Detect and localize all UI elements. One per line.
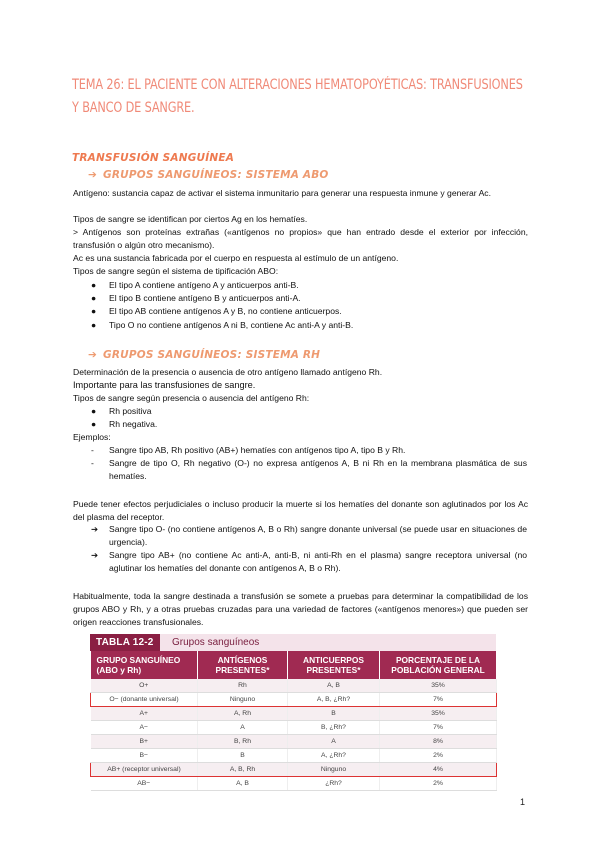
table-row (91, 749, 497, 763)
table-cell: B, ¿Rh? (288, 721, 380, 735)
list-item: ● Rh positiva (91, 406, 152, 416)
column-header: PORCENTAJE DE LA POBLACIÓN GENERAL (380, 651, 497, 679)
table-cell: A, B, Rh (198, 763, 288, 777)
table-cell: B− (91, 749, 198, 763)
table-cell: A (288, 735, 380, 749)
dash-icon: - (91, 458, 94, 468)
abo-paragraph-system: Tipos de sangre según el sistema de tipificación ABO: (73, 266, 279, 276)
bullet-icon: ● (91, 306, 97, 316)
list-item: ● Rh negativa. (91, 419, 158, 429)
rh-paragraph-tests: Habitualmente, toda la sangre destinada a transfusión se somete a pruebas para determinar la compatibilidad de los grupos ABO y Rh, y a otras pruebas cruzadas para una variedad de factores («antígenos menores») que pueden ser origen reacciones transfusionales. (73, 591, 528, 627)
table-cell: B (288, 707, 380, 721)
table-grid (90, 651, 497, 791)
table-cell: 35% (380, 679, 497, 693)
table-cell: Ninguno (198, 693, 288, 707)
table-row (91, 777, 497, 791)
abo-paragraph-types: Tipos de sangre se identifican por ciertos Ag en los hematíes. (73, 214, 308, 224)
table-cell: B (198, 749, 288, 763)
arrow-right-icon: ➔ (91, 550, 99, 560)
bullet-icon: ● (91, 419, 97, 429)
rh-paragraph-types: Tipos de sangre según presencia o ausencia del antígeno Rh: (73, 393, 310, 403)
subheading-abo-text: GRUPOS SANGUÍNEOS: SISTEMA ABO (103, 169, 329, 181)
subheading-rh-text: GRUPOS SANGUÍNEOS: SISTEMA RH (103, 349, 321, 361)
table-cell: 7% (380, 721, 497, 735)
table-cell: A, ¿Rh? (288, 749, 380, 763)
table-cell: A, B (288, 679, 380, 693)
list-item: ● El tipo A contiene antígeno A y anticuerpos anti-B. (91, 280, 299, 290)
bullet-icon: ● (91, 293, 97, 303)
list-item: ● El tipo AB contiene antígenos A y B, no contiene anticuerpos. (91, 306, 342, 316)
table-cell: 2% (380, 777, 497, 791)
table-row (91, 735, 497, 749)
blood-groups-table (90, 634, 496, 791)
subheading-abo (88, 169, 329, 181)
bullet-icon: ● (91, 406, 97, 416)
table-cell: 4% (380, 763, 497, 777)
table-header-row (91, 651, 497, 679)
table-cell: A, Rh (198, 707, 288, 721)
table-header-bar (90, 634, 496, 651)
table-cell: A, B, ¿Rh? (288, 693, 380, 707)
table-cell: Rh (198, 679, 288, 693)
table-badge: TABLA 12-2 (90, 634, 160, 651)
list-item: ● Tipo O no contiene antígenos A ni B, contiene Ac anti-A y anti-B. (91, 320, 354, 330)
column-header: GRUPO SANGUÍNEO (ABO y Rh) (91, 651, 198, 679)
column-header: ANTÍGENOS PRESENTES* (198, 651, 288, 679)
table-cell: A, B (198, 777, 288, 791)
rh-paragraph-effects: Puede tener efectos perjudiciales o incluso producir la muerte si los hematíes del donante son aglutinados por los Ac del plasma del receptor. (73, 499, 528, 522)
list-item: ➔ Sangre tipo AB+ (no contiene Ac anti-A, anti-B, ni anti-Rh en el plasma) sangre receptora universal (no aglutinar los hematíes del donante con antígenos A, B o Rh). (91, 550, 527, 573)
arrow-right-icon: ➔ (88, 349, 97, 361)
table-cell: O+ (91, 679, 198, 693)
table-cell: AB− (91, 777, 198, 791)
arrow-right-icon: ➔ (88, 169, 97, 181)
table-row-highlighted (91, 693, 497, 707)
rh-paragraph-determination: Determinación de la presencia o ausencia de otro antígeno llamado antígeno Rh. (73, 367, 383, 377)
table-row (91, 707, 497, 721)
table-caption: Grupos sanguíneos (172, 637, 260, 648)
table-row-highlighted (91, 763, 497, 777)
abo-paragraph-proteins: > Antígenos son proteínas extrañas («antígenos no propios» que han entrado desde el exterior por infección, transfusión o algún otro mecanismo). (73, 227, 528, 250)
table-cell: 35% (380, 707, 497, 721)
dash-icon: - (91, 445, 94, 455)
column-header: ANTICUERPOS PRESENTES* (288, 651, 380, 679)
table-cell: AB+ (receptor universal) (91, 763, 198, 777)
table-cell: Ninguno (288, 763, 380, 777)
subheading-rh (88, 349, 320, 361)
table-row (91, 679, 497, 693)
table-cell: A (198, 721, 288, 735)
table-cell: ¿Rh? (288, 777, 380, 791)
table-cell: A− (91, 721, 198, 735)
table-row (91, 721, 497, 735)
section-heading-transfusion: TRANSFUSIÓN SANGUÍNEA (72, 152, 235, 164)
rh-paragraph-important: Importante para las transfusiones de sangre. (73, 380, 256, 390)
abo-paragraph-antigen: Antígeno: sustancia capaz de activar el sistema inmunitario para generar una respuesta inmune y generar Ac. (73, 188, 491, 198)
bullet-icon: ● (91, 280, 97, 290)
list-item: ● El tipo B contiene antígeno B y anticuerpos anti-A. (91, 293, 301, 303)
table-cell: 8% (380, 735, 497, 749)
table-cell: B, Rh (198, 735, 288, 749)
bullet-icon: ● (91, 320, 97, 330)
rh-examples-label: Ejemplos: (73, 432, 111, 442)
list-item: - Sangre tipo AB, Rh positivo (AB+) hematíes con antígenos tipo A, tipo B y Rh. (91, 445, 406, 455)
arrow-right-icon: ➔ (91, 524, 99, 534)
table-cell: O− (donante universal) (91, 693, 198, 707)
list-item: ➔ Sangre tipo O- (no contiene antígenos A, B o Rh) sangre donante universal (se puede usar en situaciones de urgencia). (91, 524, 527, 547)
page-number: 1 (520, 797, 526, 807)
table-cell: B+ (91, 735, 198, 749)
list-item: - Sangre de tipo O, Rh negativo (O-) no expresa antígenos A, B ni Rh en la membrana plasmática de sus hematíes. (91, 458, 527, 481)
page-title: TEMA 26: EL PACIENTE CON ALTERACIONES HEMATOPOYÉTICAS: TRANSFUSIONES Y BANCO DE SANGRE. (72, 77, 523, 116)
table-cell: A+ (91, 707, 198, 721)
table-cell: 2% (380, 749, 497, 763)
table-cell: 7% (380, 693, 497, 707)
abo-paragraph-ac: Ac es una sustancia fabricada por el cuerpo en respuesta al estímulo de un antígeno. (73, 253, 399, 263)
